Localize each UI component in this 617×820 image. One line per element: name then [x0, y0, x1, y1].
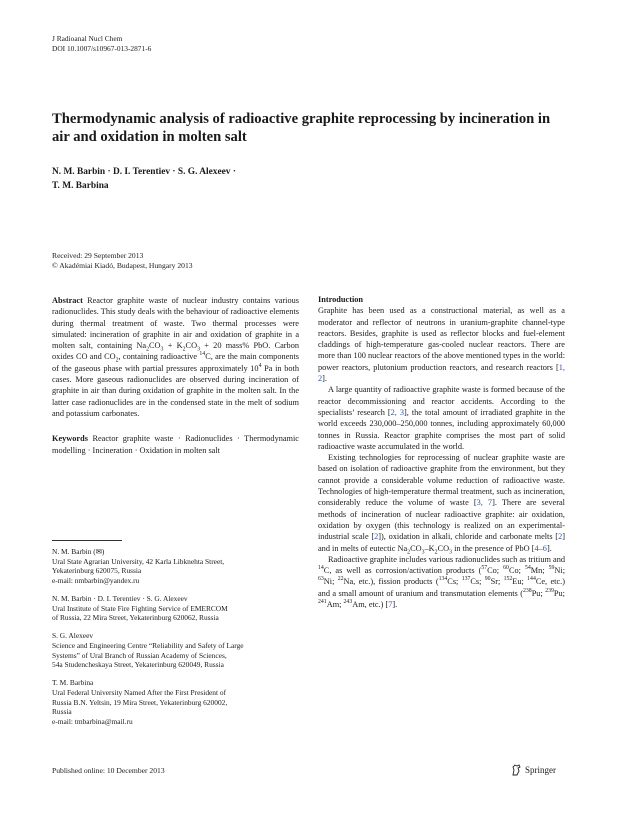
author-list — [52, 165, 382, 193]
authors-line-1: N. M. Barbin · D. I. Terentiev · S. G. Alexeev · — [52, 167, 236, 177]
received-info — [52, 251, 193, 271]
citation-link[interactable]: 7 — [388, 600, 393, 610]
citation-link[interactable]: 2 — [558, 532, 563, 542]
journal-header — [52, 34, 151, 54]
copyright: © Akadémiai Kiadó, Budapest, Hungary 2013 — [52, 261, 193, 270]
citation-link[interactable]: 4–6 — [534, 543, 547, 553]
intro-paragraph-1: Graphite has been used as a constructional material, as well as a moderator and reflector of neutrons in uranium-graphite channel-type reactors. Besides, graphite is used as reflector blocks and fuel-element claddings of high-temperature gas-cooled nuclear reactors. There are more than 100 nuclear reactors of the above mentioned types in the world: power reactors, plutonium production reactors, and research reactors [1, 2]. — [318, 306, 565, 384]
intro-paragraph-3: Existing technologies for reprocessing of nuclear graphite waste are based on isolation of radioactive graphite from the environment, but they cannot provide a considerable volume reduction of radioactive waste. Technologies of high-temperature thermal treatment, such as incineration, considerably reduce the volume of waste [3, 7]. There are several methods of incineration of nuclear radioactive graphite: air oxidation, oxidation by oxygen (this technology is realized on an experimental-industrial scale [2]), oxidation in alkali, chloride and carbonate melts [2] and in melts of eutectic $Na_2CO_3-K_2CO_3$ in the presence of PbO [4–6]. — [318, 453, 565, 556]
citation-link[interactable]: 1, 2 — [318, 362, 565, 384]
publisher-name: Springer — [525, 765, 556, 775]
published-date: Published online: 10 December 2013 — [52, 766, 165, 775]
intro-paragraph-4: Radioactive graphite includes various radionuclides such as tritium and $^{14}$C, as well as corrosion/activation products ($^{57}$Co; $^{60}$Co; $^{54}$Mn; $^{59}$Ni; $^{63}$Ni; $^{22}$Na, etc.), fission products ($^{134}$Cs; $^{137}$Cs; $^{90}$Sr; $^{152}$Eu; $^{144}$Ce, etc.) and a small amount of uranium and transmutation elements ($^{238}$Pu; $^{239}$Pu; $^{241}$Am; $^{243}$Am, etc.) [7]. — [318, 554, 566, 610]
affiliations — [52, 547, 299, 735]
abstract: Abstract Reactor graphite waste of nuclear industry contains various radionuclides. This study deals with the behaviour of radioactive elements during thermal treatment of waste. Two thermal processes were simulated: incineration of graphite in air and oxidation of graphite in a molten salt, containing $Na_2CO_3 + K_2CO_3 + 20$ mass% PbO. Carbon oxides CO and $CO_2$, containing radioactive $^{14}$C, are the main components of the gaseous phase with partial pressures approximately $10^4$ Pa in both cases. More gaseous radionuclides are observed during incineration of graphite in air than during oxidation of graphite in the molten salt. In the latter case radionuclides are in the condensed state in the melt of sodium and potassium carbonates. — [52, 296, 299, 418]
affiliation-3: S. G. Alexeev Science and Engineering Centre “Reliability and Safety of Large Systems” of Ural Branch of Russian Academy of Sciences, 54a Studencheskaya Street, Yekaterinburg 620049, Russia — [52, 631, 244, 670]
publisher-logo — [511, 764, 556, 776]
keywords-label: Keywords — [52, 434, 88, 444]
left-column — [52, 295, 299, 456]
intro-paragraph-2: A large quantity of radioactive graphite waste is formed because of the reactor decommissioning and reactor accidents. According to the specialists’ research [2, 3], the total amount of irradiated graphite in the world exceeds 230,000–250,000 tonnes, including approximately 60,000 tonnes in Russia. Reactor graphite comprises the most part of solid radioactive waste accumulated in the world. — [318, 385, 566, 451]
journal-name: J Radioanal Nucl Chem — [52, 34, 123, 43]
affiliation-1: N. M. Barbin (✉) Ural State Agrarian University, 42 Karla Libknehta Street, Yekaterinburg 620075, Russia e-mail: nmbarbin@yandex.ru — [52, 547, 225, 585]
affiliation-4: T. M. Barbina Ural Federal University Named After the First President of Russia B.N. Yeltsin, 19 Mira Street, Yekaterinburg 620002, Russia e-mail: tmbarbina@mail.ru — [52, 678, 228, 726]
paper-title: Thermodynamic analysis of radioactive graphite reprocessing by incineration in air and oxidation in molten salt — [52, 111, 551, 145]
keywords: Keywords Reactor graphite waste · Radionuclides · Thermodynamic modelling · Incineration · Oxidation in molten salt — [52, 434, 299, 455]
citation-link[interactable]: 2 — [374, 532, 379, 542]
received-date: Received: 29 September 2013 — [52, 251, 144, 260]
citation-link[interactable]: 2, 3 — [390, 407, 405, 417]
section-heading-introduction: Introduction — [318, 295, 364, 304]
right-column — [318, 294, 565, 610]
doi: DOI 10.1007/s10967-013-2871-6 — [52, 44, 152, 53]
email-link[interactable]: e-mail: nmbarbin@yandex.ru — [52, 575, 140, 585]
abstract-label: Abstract — [52, 296, 83, 305]
affiliation-divider — [52, 540, 122, 541]
affiliation-2: N. M. Barbin · D. I. Terentiev · S. G. Alexeev Ural Institute of State Fire Fighting Service of EMERCOM of Russia, 22 Mira Street, Yekaterinburg 620062, Russia — [52, 593, 228, 623]
authors-line-2: T. M. Barbina — [52, 181, 109, 191]
springer-horse-icon — [511, 764, 522, 776]
email-link[interactable]: e-mail: tmbarbina@mail.ru — [52, 716, 133, 726]
citation-link[interactable]: 3, 7 — [476, 498, 493, 508]
